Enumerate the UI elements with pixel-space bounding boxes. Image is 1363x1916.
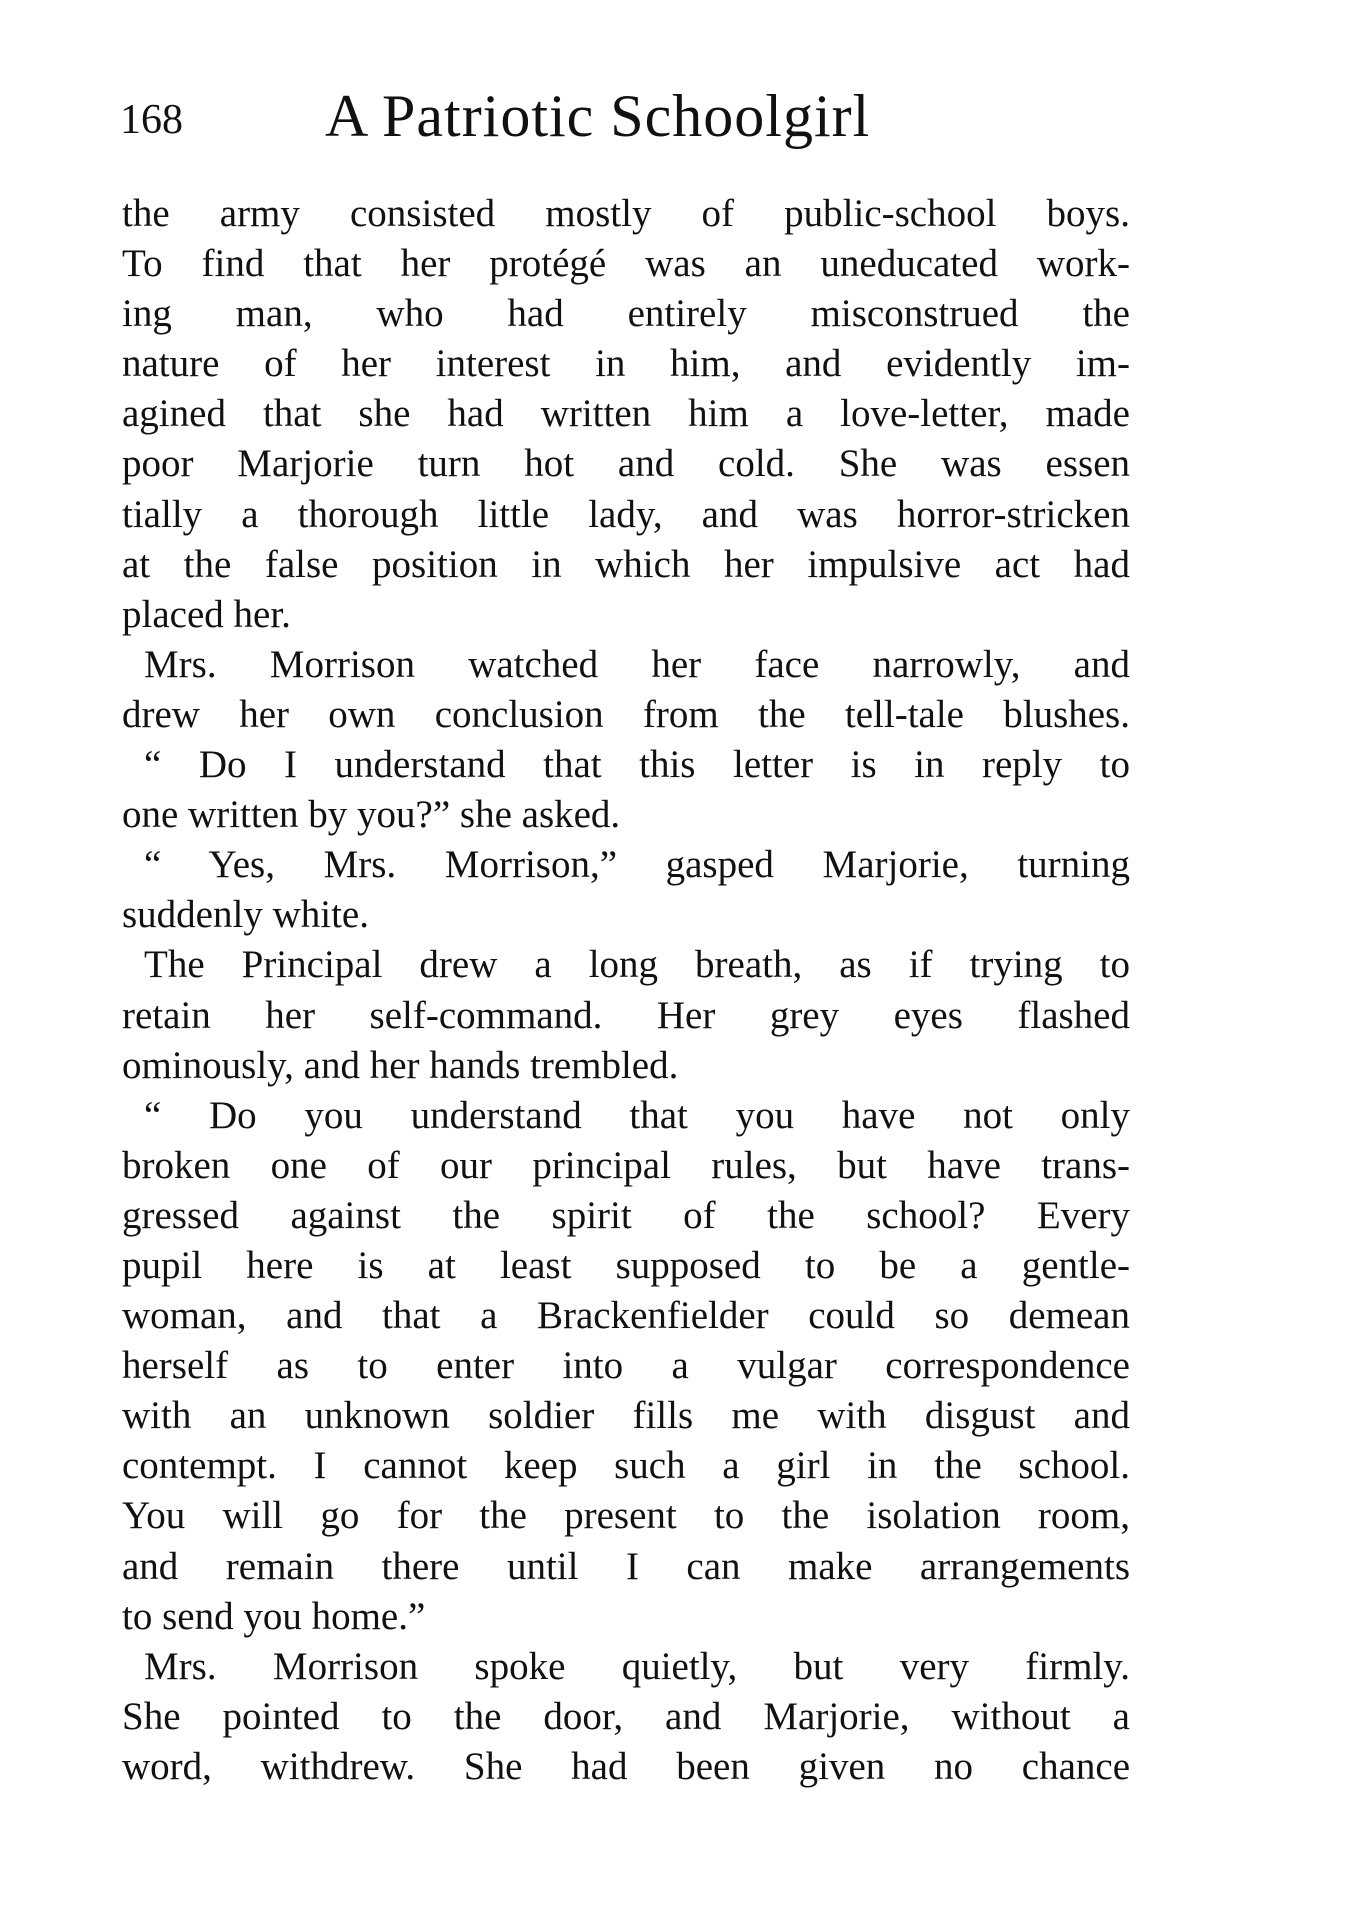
body-text [122, 189, 1130, 1792]
text-line: word, withdrew. She had been given no chance [122, 1744, 1130, 1788]
text-line: “ Do you understand that you have not only [144, 1093, 1130, 1137]
text-line: the army consisted mostly of public-school boys. [122, 192, 1130, 235]
text-line: “ Yes, Mrs. Morrison,” gasped Marjorie, turning [144, 843, 1130, 887]
text-line: and remain there until I can make arrangements [122, 1544, 1130, 1588]
text-line: pupil here is at least supposed to be a gentle- [122, 1243, 1130, 1287]
text-line: to send you home.” [122, 1594, 426, 1638]
text-line: You will go for the present to the isolation room, [122, 1494, 1130, 1538]
text-line: poor Marjorie turn hot and cold. She was essen [122, 442, 1130, 486]
text-line: She pointed to the door, and Marjorie, without a [122, 1694, 1130, 1738]
text-line: retain her self-command. Her grey eyes flashed [122, 993, 1130, 1037]
text-line: placed her. [122, 592, 291, 636]
text-line: woman, and that a Brackenfielder could so demean [122, 1294, 1130, 1338]
text-line: suddenly white. [122, 893, 369, 937]
text-line: contempt. I cannot keep such a girl in the school. [122, 1444, 1130, 1488]
text-line: with an unknown soldier fills me with disgust and [122, 1394, 1130, 1438]
text-line: “ Do I understand that this letter is in reply to [144, 743, 1130, 787]
text-line: ing man, who had entirely misconstrued the [122, 292, 1130, 336]
text-line: The Principal drew a long breath, as if trying to [144, 943, 1130, 987]
text-line: tially a thorough little lady, and was horror-stricken [122, 492, 1130, 536]
text-line: at the false position in which her impulsive act had [122, 542, 1130, 586]
running-title: A Patriotic Schoolgirl [325, 83, 871, 149]
text-line: one written by you?” she asked. [122, 793, 621, 837]
page-header [120, 82, 1130, 152]
text-line: Mrs. Morrison watched her face narrowly, and [144, 642, 1130, 686]
text-line: Mrs. Morrison spoke quietly, but very firmly. [144, 1644, 1130, 1688]
page-number: 168 [120, 97, 183, 143]
text-line: nature of her interest in him, and evidently im- [122, 342, 1130, 386]
text-line: drew her own conclusion from the tell-tale blushes. [122, 692, 1130, 736]
text-line: To find that her protégé was an uneducated work- [122, 242, 1130, 286]
text-line: agined that she had written him a love-letter, made [122, 392, 1130, 436]
text-line: ominously, and her hands trembled. [122, 1043, 679, 1087]
text-line: gressed against the spirit of the school? Every [122, 1193, 1130, 1237]
text-line: herself as to enter into a vulgar correspondence [122, 1344, 1130, 1388]
text-line: broken one of our principal rules, but have trans- [122, 1143, 1130, 1187]
